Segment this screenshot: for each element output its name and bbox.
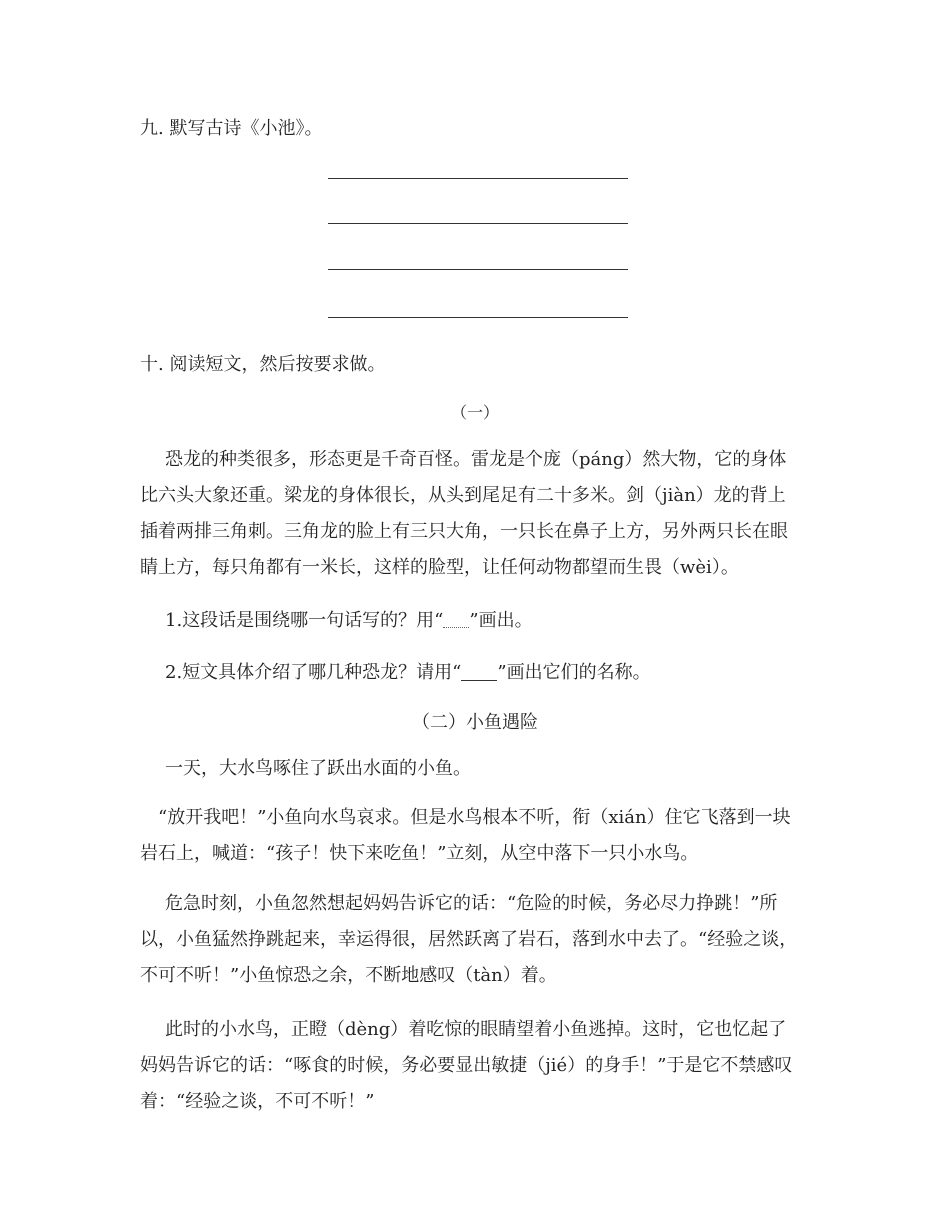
story-line: 危急时刻，小鱼忽然想起妈妈告诉它的话：“危险的时候，务必尽力挣跳！”所	[165, 893, 778, 914]
story-line: 着：“经验之谈，不可不听！”	[140, 1091, 375, 1112]
answer-line-2[interactable]	[328, 223, 628, 224]
passage-1-line: 恐龙的种类很多，形态更是千奇百怪。雷龙是个庞（páng）然大物，它的身体	[165, 449, 787, 470]
passage-1-line: 睛上方，每只角都有一米长，这样的脸型，让任何动物都望而生畏（wèi）。	[140, 557, 739, 578]
task-1-text-after: ”画出。	[469, 610, 533, 631]
section-1-heading: （一）	[450, 403, 499, 422]
passage-1-line: 比六头大象还重。梁龙的身体很长，从头到尾足有二十多米。剑（jiàn）龙的背上	[140, 485, 786, 506]
task-2-number: 2.	[165, 662, 183, 683]
story-line: 不可不听！”小鱼惊恐之余，不断地感叹（tàn）着。	[140, 965, 557, 986]
task-2-text-after: ”画出它们的名称。	[497, 662, 651, 683]
story-line: 以，小鱼猛然挣跳起来，幸运得很，居然跃离了岩石，落到水中去了。“经验之谈，	[140, 929, 798, 950]
task-1	[165, 606, 533, 632]
answer-line-1[interactable]	[328, 178, 628, 179]
section-2-heading: （二）小鱼遇险	[412, 712, 538, 733]
straight-underline-sample	[461, 666, 497, 681]
story-line: 妈妈告诉它的话：“啄食的时候，务必要显出敏捷（jié）的身手！”于是它不禁感叹	[140, 1055, 793, 1076]
wavy-underline-sample	[443, 615, 469, 628]
passage-1	[140, 442, 820, 586]
task-1-number: 1.	[165, 610, 183, 631]
story-paragraph-2	[140, 800, 820, 872]
question-10-title: 十. 阅读短文，然后按要求做。	[140, 354, 386, 375]
question-9-title: 九. 默写古诗《小池》。	[140, 118, 323, 139]
answer-line-4[interactable]	[328, 317, 628, 318]
passage-1-line: 插着两排三角刺。三角龙的脸上有三只大角，一只长在鼻子上方，另外两只长在眼	[140, 521, 788, 542]
story-line: “放开我吧！”小鱼向水鸟哀求。但是水鸟根本不听，衔（xián）住它飞落到一块	[158, 807, 791, 828]
story-paragraph-3	[140, 886, 820, 994]
task-2-text-before: 短文具体介绍了哪几种恐龙？请用“	[182, 662, 462, 683]
answer-line-3[interactable]	[328, 269, 628, 270]
story-line: 一天，大水鸟啄住了跃出水面的小鱼。	[165, 758, 471, 779]
story-line: 此时的小水鸟，正瞪（dèng）着吃惊的眼睛望着小鱼逃掉。这时，它也忆起了	[165, 1019, 787, 1040]
story-paragraph-4	[140, 1012, 820, 1120]
task-2	[165, 658, 651, 684]
task-1-text-before: 这段话是围绕哪一句话写的？用“	[182, 610, 444, 631]
story-line: 岩石上，喊道：“孩子！快下来吃鱼！”立刻，从空中落下一只小水鸟。	[140, 843, 699, 864]
story-paragraph-1	[140, 751, 820, 787]
